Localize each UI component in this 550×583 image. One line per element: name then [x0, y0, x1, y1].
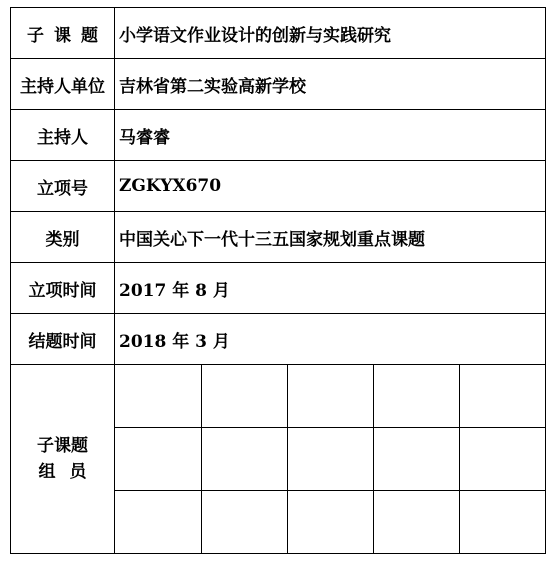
member-cell[interactable] [287, 491, 373, 554]
members-grid-row [115, 428, 545, 491]
member-cell[interactable] [201, 365, 287, 428]
member-cell[interactable] [287, 365, 373, 428]
row-host [11, 110, 546, 161]
members-grid-row [115, 491, 545, 554]
member-cell[interactable] [115, 428, 201, 491]
row-end-time [11, 314, 546, 365]
members-label-line2: 组员 [38, 462, 101, 482]
member-cell[interactable] [115, 365, 201, 428]
row-host-unit [11, 59, 546, 110]
host-label: 主持人 [11, 110, 115, 161]
host-unit-value: 吉林省第二实验高新学校 [115, 59, 546, 110]
member-cell[interactable] [373, 491, 459, 554]
members-label-line1: 子课题 [37, 436, 88, 456]
members-grid-cell [115, 365, 546, 554]
subproject-value: 小学语文作业设计的创新与实践研究 [115, 8, 546, 59]
member-cell[interactable] [459, 491, 545, 554]
end-time-label: 结题时间 [11, 314, 115, 365]
end-time-value: 2018 年 3 月 [115, 314, 546, 365]
members-grid-row [115, 365, 545, 428]
member-cell[interactable] [459, 428, 545, 491]
row-subproject [11, 8, 546, 59]
category-label: 类别 [11, 212, 115, 263]
row-project-number [11, 161, 546, 212]
member-cell[interactable] [373, 428, 459, 491]
start-time-value: 2017 年 8 月 [115, 263, 546, 314]
host-value: 马睿睿 [115, 110, 546, 161]
project-info-table [10, 7, 546, 554]
member-cell[interactable] [201, 491, 287, 554]
members-grid [115, 365, 545, 553]
category-value: 中国关心下一代十三五国家规划重点课题 [115, 212, 546, 263]
member-cell[interactable] [201, 428, 287, 491]
start-time-label: 立项时间 [11, 263, 115, 314]
subproject-label: 子课题 [27, 25, 108, 46]
member-cell[interactable] [373, 365, 459, 428]
row-members [11, 365, 546, 554]
row-category [11, 212, 546, 263]
member-cell[interactable] [459, 365, 545, 428]
row-start-time [11, 263, 546, 314]
subproject-label-cell [11, 8, 115, 59]
host-unit-label: 主持人单位 [11, 59, 115, 110]
member-cell[interactable] [115, 491, 201, 554]
members-label [11, 365, 115, 554]
project-number-value: ZGKYX670 [115, 161, 546, 212]
member-cell[interactable] [287, 428, 373, 491]
project-number-label: 立项号 [11, 161, 115, 212]
